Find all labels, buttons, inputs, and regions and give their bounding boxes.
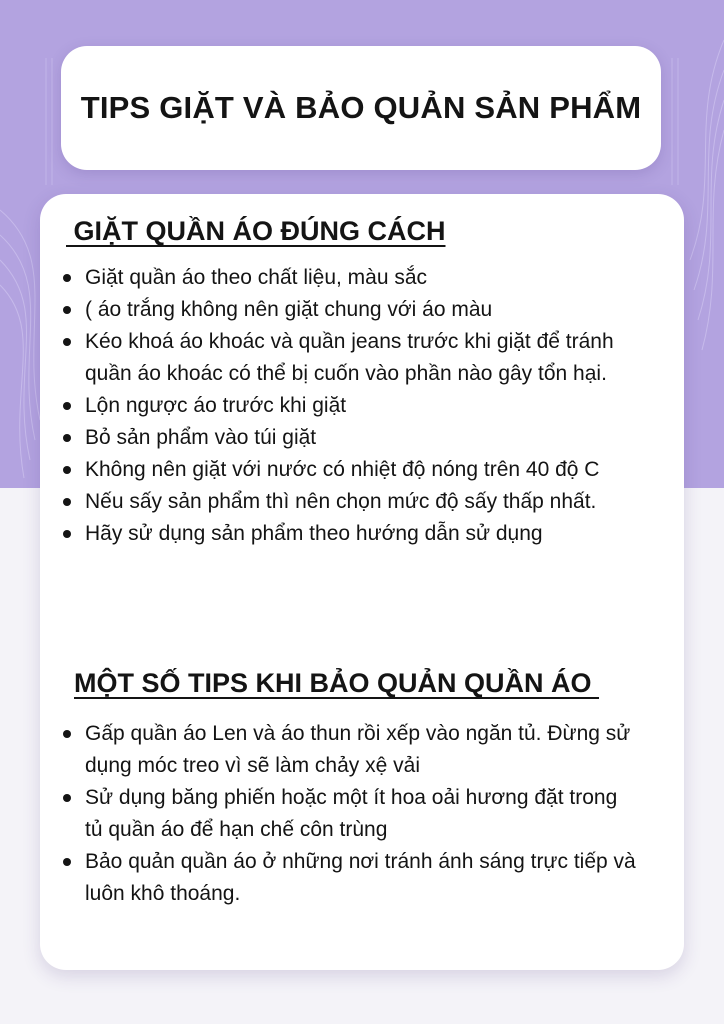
list-item: Nếu sấy sản phẩm thì nên chọn mức độ sấy thấp nhất.	[40, 486, 640, 518]
page-title: TIPS GIẶT VÀ BẢO QUẢN SẢN PHẨM	[80, 90, 642, 125]
list-item: Gấp quần áo Len và áo thun rồi xếp vào ngăn tủ. Đừng sử dụng móc treo vì sẽ làm chảy xệ vải	[40, 718, 640, 782]
list-item: Không nên giặt với nước có nhiệt độ nóng trên 40 độ C	[40, 454, 640, 486]
storage-list	[40, 718, 640, 910]
list-item: Lộn ngược áo trước khi giặt	[40, 390, 640, 422]
content-card	[40, 194, 684, 970]
washing-heading: GIẶT QUẦN ÁO ĐÚNG CÁCH	[66, 216, 446, 246]
title-card	[61, 46, 661, 170]
list-item: ( áo trắng không nên giặt chung với áo màu	[40, 294, 640, 326]
list-item: Hãy sử dụng sản phẩm theo hướng dẫn sử dụng	[40, 518, 640, 550]
list-item: Giặt quần áo theo chất liệu, màu sắc	[40, 262, 640, 294]
washing-list	[40, 262, 640, 550]
list-item: Bảo quản quần áo ở những nơi tránh ánh sáng trực tiếp và luôn khô thoáng.	[40, 846, 640, 910]
storage-heading: MỘT SỐ TIPS KHI BẢO QUẢN QUẦN ÁO	[74, 668, 600, 698]
list-item: Sử dụng băng phiến hoặc một ít hoa oải hương đặt trong tủ quần áo để hạn chế côn trùng	[40, 782, 640, 846]
list-item: Bỏ sản phẩm vào túi giặt	[40, 422, 640, 454]
list-item: Kéo khoá áo khoác và quần jeans trước khi giặt để tránh quần áo khoác có thể bị cuốn vào phần nào gây tổn hại.	[40, 326, 640, 390]
